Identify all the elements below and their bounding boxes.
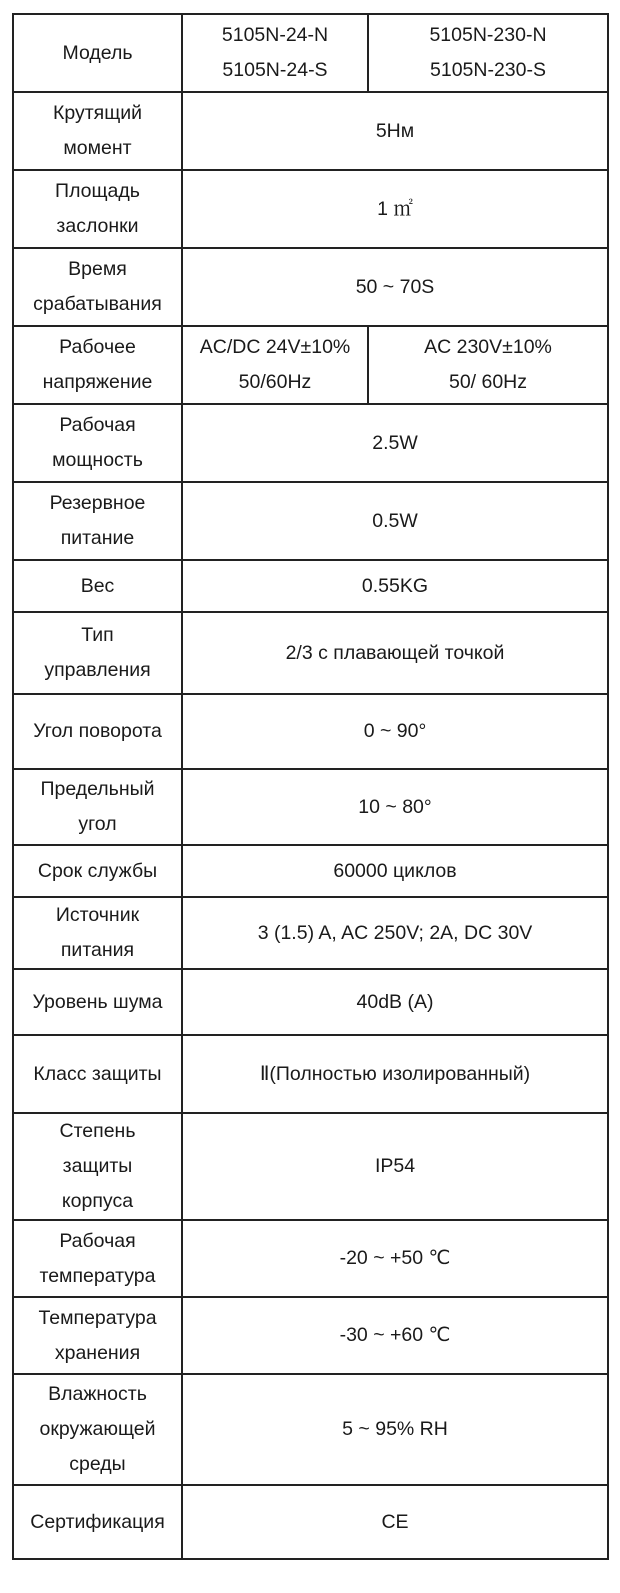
row-label-line: Рабочая [59, 1229, 136, 1252]
row-label [13, 1485, 182, 1559]
row-label-line: Степень [59, 1120, 136, 1142]
row-label [13, 1035, 182, 1113]
row-label-line: защиты [62, 1155, 133, 1177]
row-value: 0.55KG [182, 560, 608, 612]
voltage-230v-line: AC 230V±10% [424, 336, 552, 358]
model-230v-line: 5105N-230-N [429, 24, 547, 46]
row-label [13, 1374, 182, 1485]
table-row [13, 897, 608, 969]
row-label-line: питание [60, 527, 135, 549]
model-24v-line: 5105N-24-N [221, 24, 329, 46]
row-label-line: Источник [55, 904, 140, 926]
table-row [13, 612, 608, 694]
row-value: 50 ~ 70S [182, 248, 608, 326]
row-label-line: мощность [52, 449, 143, 471]
voltage-24v-line: 50/60Hz [238, 371, 312, 393]
row-label [13, 560, 182, 612]
table-row [13, 1485, 608, 1559]
row-value: 10 ~ 80° [182, 769, 608, 845]
row-label [13, 1113, 182, 1220]
row-label-line: срабатывания [33, 293, 162, 315]
table-row [13, 769, 608, 845]
row-value: Ⅱ(Полностью изолированный) [182, 1035, 608, 1113]
row-label-line: Время [68, 258, 127, 280]
table-row [13, 1035, 608, 1113]
table-row [13, 326, 608, 404]
row-value: -30 ~ +60 ℃ [182, 1297, 608, 1374]
row-value: IP54 [182, 1113, 608, 1220]
row-label-line: среды [69, 1453, 126, 1475]
row-label-line: Уровень шума [32, 990, 163, 1013]
row-value: 5 ~ 95% RH [182, 1374, 608, 1485]
table-row [13, 1220, 608, 1297]
row-label [13, 845, 182, 897]
row-label [13, 612, 182, 694]
row-value: CE [182, 1485, 608, 1559]
row-value: 60000 циклов [182, 845, 608, 897]
row-label-line: температура [39, 1264, 156, 1287]
table-row [13, 694, 608, 769]
row-label-line: окружающей [39, 1418, 156, 1440]
voltage-24v [182, 326, 368, 404]
row-label [13, 897, 182, 969]
row-label-line: питания [60, 939, 135, 961]
model-230v [368, 14, 608, 92]
row-label-line: Вес [80, 574, 115, 597]
model-230v-line: 5105N-230-S [430, 59, 546, 81]
row-label [13, 170, 182, 248]
row-label [13, 404, 182, 482]
row-label-line: Крутящий [52, 102, 143, 124]
table-row [13, 14, 608, 92]
row-label-line: Предельный [40, 778, 155, 800]
row-label-line: Рабочая [59, 414, 136, 436]
row-value: 0.5W [182, 482, 608, 560]
row-value: 3 (1.5) A, AC 250V; 2A, DC 30V [182, 897, 608, 969]
table-row [13, 1374, 608, 1485]
row-value: 5Нм [182, 92, 608, 170]
row-label-line: угол [78, 813, 117, 835]
row-label-line: Площадь [55, 180, 140, 202]
voltage-230v-line: 50/ 60Hz [448, 371, 528, 393]
model-24v-line: 5105N-24-S [222, 59, 328, 81]
row-label-line: хранения [54, 1341, 141, 1364]
row-label [13, 248, 182, 326]
row-value: 1 ㎡ [182, 170, 608, 248]
row-label-line: Угол поворота [33, 720, 162, 742]
table-row [13, 482, 608, 560]
voltage-230v [368, 326, 608, 404]
voltage-24v-line: AC/DC 24V±10% [199, 336, 351, 358]
table-row [13, 404, 608, 482]
row-value: 2.5W [182, 404, 608, 482]
table-row [13, 248, 608, 326]
row-label [13, 14, 182, 92]
row-label [13, 482, 182, 560]
row-label [13, 92, 182, 170]
row-label-line: Тип [81, 624, 114, 646]
table-row [13, 92, 608, 170]
row-label-line: момент [63, 137, 132, 159]
table-row [13, 560, 608, 612]
row-label [13, 1297, 182, 1374]
row-label-line: Срок службы [37, 859, 158, 882]
row-label-line: напряжение [42, 371, 153, 393]
table-row [13, 170, 608, 248]
row-label [13, 1220, 182, 1297]
row-label-line: корпуса [61, 1190, 134, 1212]
table-row [13, 1297, 608, 1374]
row-label-line: Температура [38, 1306, 157, 1329]
row-label-line: управления [44, 659, 151, 681]
row-label [13, 769, 182, 845]
table-row [13, 1113, 608, 1220]
row-label-line: заслонки [56, 215, 139, 237]
table-row [13, 845, 608, 897]
row-label [13, 694, 182, 769]
row-value: 40dB (A) [182, 969, 608, 1035]
row-value: 0 ~ 90° [182, 694, 608, 769]
row-label-line: Сертификация [30, 1510, 165, 1533]
row-label-line: Резервное [49, 492, 146, 514]
row-label [13, 326, 182, 404]
row-value: 2/3 с плавающей точкой [182, 612, 608, 694]
row-label-line: Модель [62, 41, 133, 64]
spec-table [12, 13, 609, 1560]
row-label-line: Класс защиты [33, 1062, 162, 1085]
model-24v [182, 14, 368, 92]
row-label [13, 969, 182, 1035]
row-value: -20 ~ +50 ℃ [182, 1220, 608, 1297]
table-row [13, 969, 608, 1035]
row-label-line: Рабочее [59, 336, 136, 358]
row-label-line: Влажность [48, 1383, 147, 1405]
